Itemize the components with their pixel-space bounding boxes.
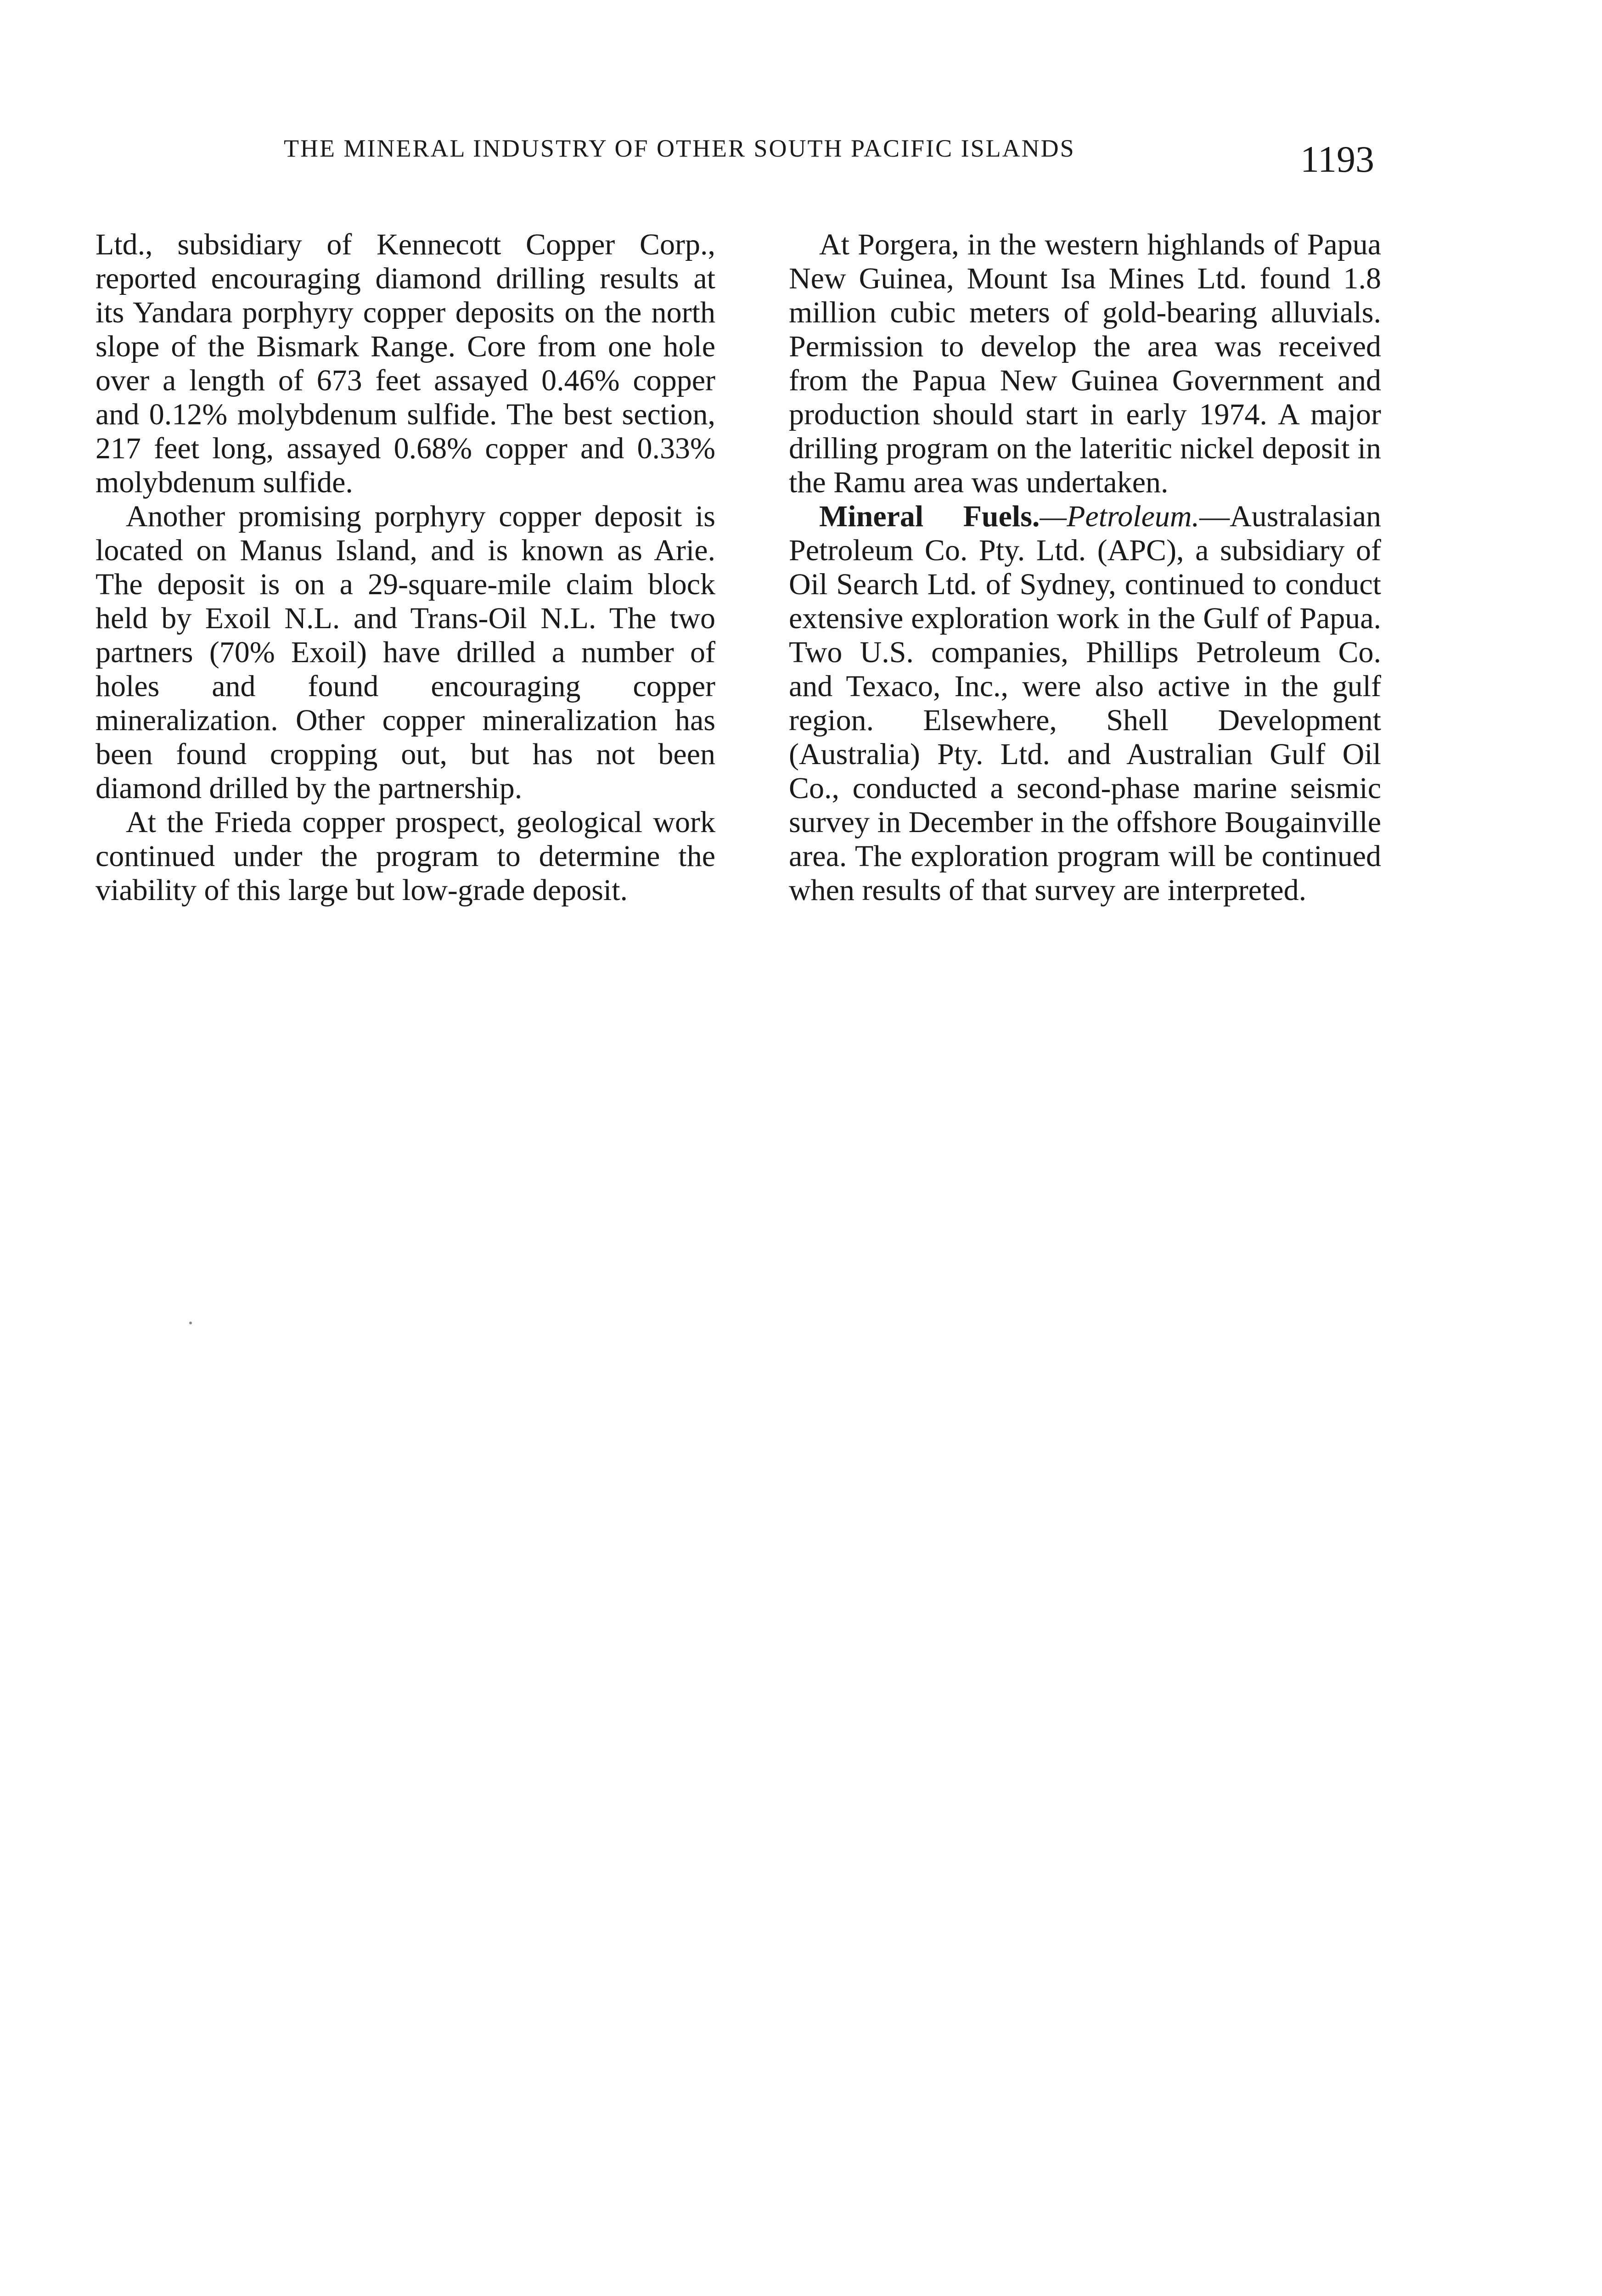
right-column	[789, 228, 1381, 907]
paragraph-porgera: At Porgera, in the western highlands of Papua New Guinea, Mount Isa Mines Ltd. found 1.8 million cubic meters of gold-bearing alluvials. Permission to develop the area was received from the Papua New Guinea Government and production should start in early 1974. A major drilling program on the lateritic nickel deposit in the Ramu area was undertaken.	[789, 228, 1381, 499]
paragraph-mineral-fuels	[789, 500, 1381, 907]
left-column	[96, 228, 715, 907]
paragraph-frieda: At the Frieda copper prospect, geological work continued under the program to determine the viability of this large but low-grade deposit.	[96, 805, 715, 907]
scan-speck	[189, 1322, 192, 1324]
paragraph-mineral-fuels-body: —Australasian Petroleum Co. Pty. Ltd. (APC), a subsidiary of Oil Search Ltd. of Sydney, continued to conduct extensive exploration work in the Gulf of Papua. Two U.S. companies, Phillips Petroleum Co. and Texaco, Inc., were also active in the gulf region. Elsewhere, Shell Development (Australia) Pty. Ltd. and Australian Gulf Oil Co., conducted a second-phase marine seismic survey in December in the offshore Bougainville area. The exploration program will be continued when results of that survey are interpreted.	[789, 500, 1381, 907]
page-header	[0, 0, 1602, 193]
paragraph-manus-island: Another promising porphyry copper deposit is located on Manus Island, and is known as Arie. The deposit is on a 29-square-mile claim block held by Exoil N.L. and Trans-Oil N.L. The two partners (70% Exoil) have drilled a number of holes and found encouraging copper mineralization. Other copper mineralization has been found cropping out, but has not been diamond drilled by the partnership.	[96, 500, 715, 805]
subheading-petroleum: —Petroleum.	[1040, 500, 1200, 533]
page-number: 1193	[1300, 138, 1374, 180]
paragraph-yandara: Ltd., subsidiary of Kennecott Copper Corp., reported encouraging diamond drilling results at its Yandara porphyry copper deposits on the north slope of the Bismark Range. Core from one hole over a length of 673 feet assayed 0.46% copper and 0.12% molybdenum sulfide. The best section, 217 feet long, assayed 0.68% copper and 0.33% molybdenum sulfide.	[96, 228, 715, 499]
section-heading-mineral-fuels: Mineral Fuels.	[819, 500, 1040, 533]
running-head: THE MINERAL INDUSTRY OF OTHER SOUTH PACIFIC ISLANDS	[284, 135, 1075, 162]
